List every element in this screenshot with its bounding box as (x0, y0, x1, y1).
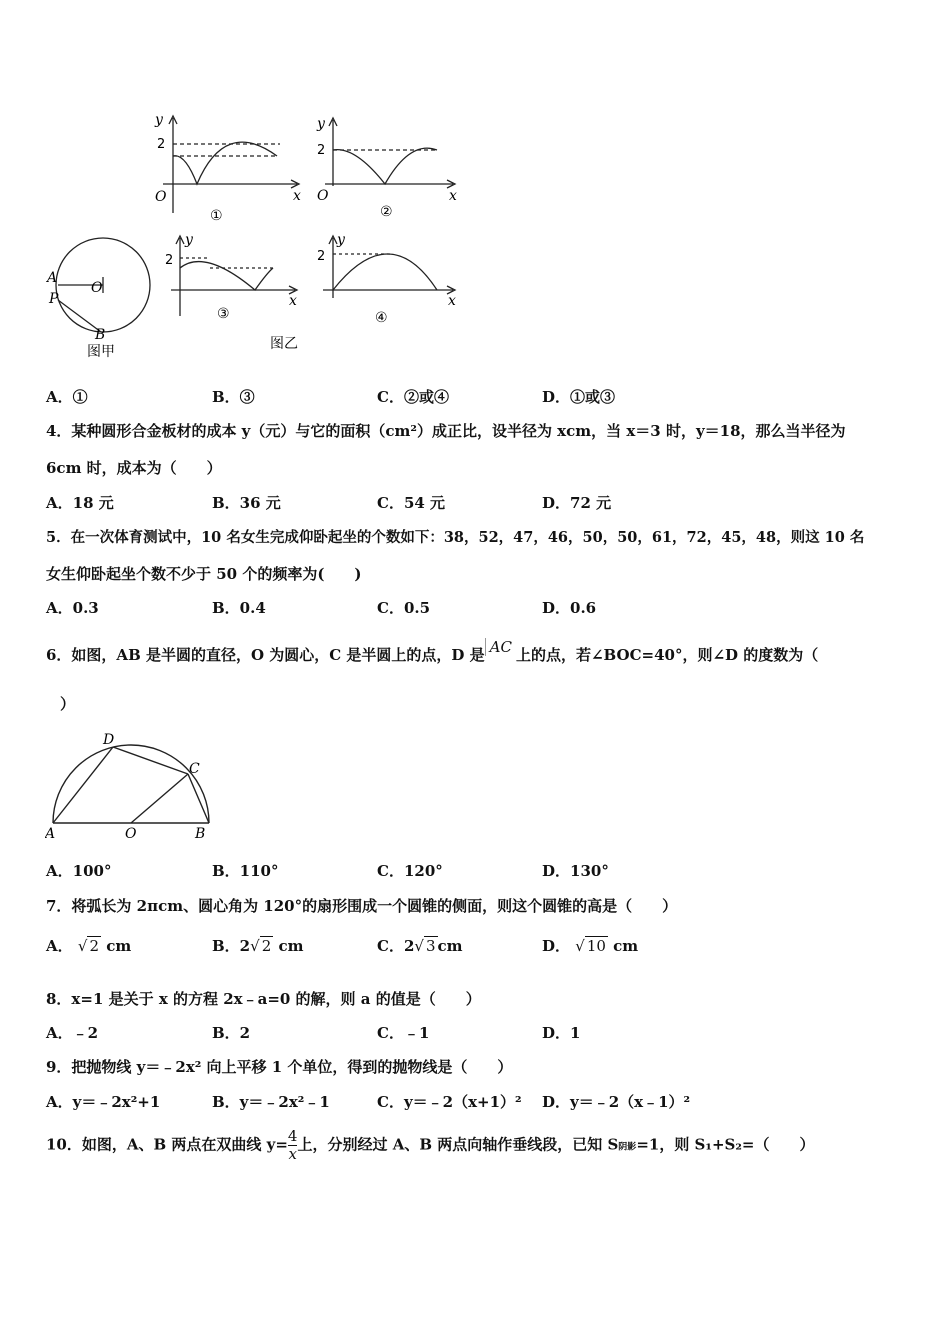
q4-option-a: A．18 元 (46, 494, 114, 512)
semicircle-label-D: D (103, 732, 115, 748)
circle-figure (56, 238, 150, 332)
circle-label-O: O (91, 280, 103, 296)
semicircle-label-B: B (195, 826, 206, 840)
graph3-tick-2: 2 (165, 253, 174, 268)
q6-arc-label: AC (485, 638, 516, 656)
q7-b-radicand: 2 (261, 937, 272, 955)
q6-text-a: 6．如图，AB 是半圆的直径，O 为圆心，C 是半圆上的点，D 是 (46, 646, 485, 664)
q7-d-prefix: D． (542, 937, 571, 955)
graph2-x-label: x (449, 188, 457, 204)
q7-c-prefix: C．2 (377, 937, 415, 955)
q8-option-c: C．﹣1 (377, 1024, 430, 1042)
graph1-caption: ① (210, 208, 223, 224)
q3-option-c: C．②或④ (377, 388, 449, 406)
q7-b-unit: cm (278, 937, 304, 955)
q7-a-sqrt: √ 2 (77, 937, 99, 955)
q7-a-radicand: 2 (89, 937, 99, 955)
q7-option-b (212, 935, 303, 956)
semicircle-label-C: C (189, 761, 200, 777)
q7-a-prefix: A． (46, 937, 73, 955)
q7-d-radicand: 10 (586, 937, 606, 955)
q10-text-c: =1，则 S₁+S₂=（ ） (636, 1135, 815, 1154)
q3-option-b: B．③ (212, 388, 255, 406)
graph2-caption: ② (380, 204, 393, 220)
q5-line2: 女生仰卧起坐个数不少于 50 个的频率为( ) (46, 565, 362, 583)
q6-line2: ） (60, 695, 76, 713)
graph-3 (171, 236, 297, 316)
graph1-tick-2: 2 (157, 137, 166, 152)
q7-c-radicand: 3 (425, 937, 436, 955)
graph3-y-label: y (185, 232, 193, 248)
graph4-y-label: y (337, 232, 345, 248)
q7-d-unit: cm (613, 937, 639, 955)
graph4-x-label: x (448, 293, 456, 309)
q7-c-sqrt: √ 3 (414, 937, 436, 955)
q8-option-a: A．﹣2 (46, 1024, 99, 1042)
q7-b-sqrt: √ 2 (250, 937, 272, 955)
q7-a-unit: cm (106, 937, 132, 955)
q6-option-a: A．100° (46, 862, 112, 880)
q7-line1: 7．将弧长为 2πcm、圆心角为 120°的扇形围成一个圆锥的侧面，则这个圆锥的高是（ ） (46, 897, 678, 915)
q10-frac-numerator: 4 (287, 1127, 298, 1145)
circle-label-B: B (95, 327, 106, 343)
q5-option-a: A．0.3 (46, 599, 99, 617)
graph1-origin: O (155, 189, 167, 205)
q10-text-a: 10．如图，A、B 两点在双曲线 y= (46, 1135, 288, 1154)
q6-text-b: 上的点，若∠BOC=40°，则∠D 的度数为（ (515, 646, 819, 664)
q4-option-b: B．36 元 (212, 494, 281, 512)
circle-label-A: A (47, 270, 58, 286)
q7-c-unit: cm (437, 937, 463, 955)
graph4-tick-2: 2 (317, 249, 326, 264)
q4-line1: 4．某种圆形合金板材的成本 y（元）与它的面积（cm²）成正比，设半径为 xcm，当 x＝3 时，y＝18，那么当半径为 (46, 422, 846, 440)
semicircle-label-A: A (45, 826, 56, 840)
q7-option-d (542, 935, 638, 956)
q10-line1 (46, 1128, 814, 1163)
graph4-caption: ④ (375, 310, 388, 326)
q3-option-d: D．①或③ (542, 388, 616, 406)
graph-2 (325, 118, 455, 188)
q4-option-d: D．72 元 (542, 494, 612, 512)
q5-option-c: C．0.5 (377, 599, 431, 617)
q6-option-d: D．130° (542, 862, 609, 880)
q9-option-d: D．y＝﹣2（x﹣1）² (542, 1093, 691, 1111)
q8-line1: 8．x=1 是关于 x 的方程 2x﹣a=0 的解，则 a 的值是（ ） (46, 990, 481, 1008)
q4-option-c: C．54 元 (377, 494, 446, 512)
q10-text-b: 上，分别经过 A、B 两点向轴作垂线段，已知 S (297, 1135, 619, 1154)
q8-option-d: D．1 (542, 1024, 581, 1042)
graph3-x-label: x (289, 293, 297, 309)
semicircle-figure (45, 730, 215, 840)
semicircle-label-O: O (125, 826, 137, 840)
q7-b-prefix: B．2 (212, 937, 251, 955)
fig-yi-caption: 图乙 (270, 336, 298, 352)
q9-option-a: A．y＝﹣2x²+1 (46, 1093, 161, 1111)
q5-line1: 5．在一次体育测试中，10 名女生完成仰卧起坐的个数如下：38，52，47，46，50，50，61，72，45，48，则这 10 名 (46, 529, 865, 546)
fig-jia-caption: 图甲 (87, 344, 115, 360)
circle-label-P: P (49, 291, 59, 307)
graph2-y-label: y (317, 116, 325, 132)
q9-line1: 9．把抛物线 y＝﹣2x² 向上平移 1 个单位，得到的抛物线是（ ） (46, 1058, 513, 1076)
q9-option-b: B．y＝﹣2x²﹣1 (212, 1093, 330, 1111)
graph-1 (163, 116, 299, 213)
q10-subscript-shadow: 阴影 (618, 1142, 637, 1153)
q4-line2: 6cm 时，成本为（ ） (46, 459, 222, 477)
q6-option-c: C．120° (377, 862, 443, 880)
graph3-caption: ③ (217, 306, 230, 322)
graph1-x-label: x (293, 188, 301, 204)
graph2-origin: O (317, 188, 329, 204)
graph1-y-label: y (155, 112, 163, 128)
q6-option-b: B．110° (212, 862, 279, 880)
q7-option-c (377, 935, 463, 956)
q7-d-sqrt: √ 10 (575, 937, 606, 955)
q10-frac-denominator: x (288, 1145, 297, 1163)
graph2-tick-2: 2 (317, 143, 326, 158)
q8-option-b: B．2 (212, 1024, 251, 1042)
function-graphs-figure (45, 108, 465, 363)
q9-option-c: C．y＝﹣2（x+1）² (377, 1093, 522, 1111)
q7-option-a (46, 935, 131, 956)
q5-option-b: B．0.4 (212, 599, 266, 617)
q5-option-d: D．0.6 (542, 599, 597, 617)
q6-line1 (46, 638, 819, 665)
q3-option-a: A．① (46, 388, 88, 406)
